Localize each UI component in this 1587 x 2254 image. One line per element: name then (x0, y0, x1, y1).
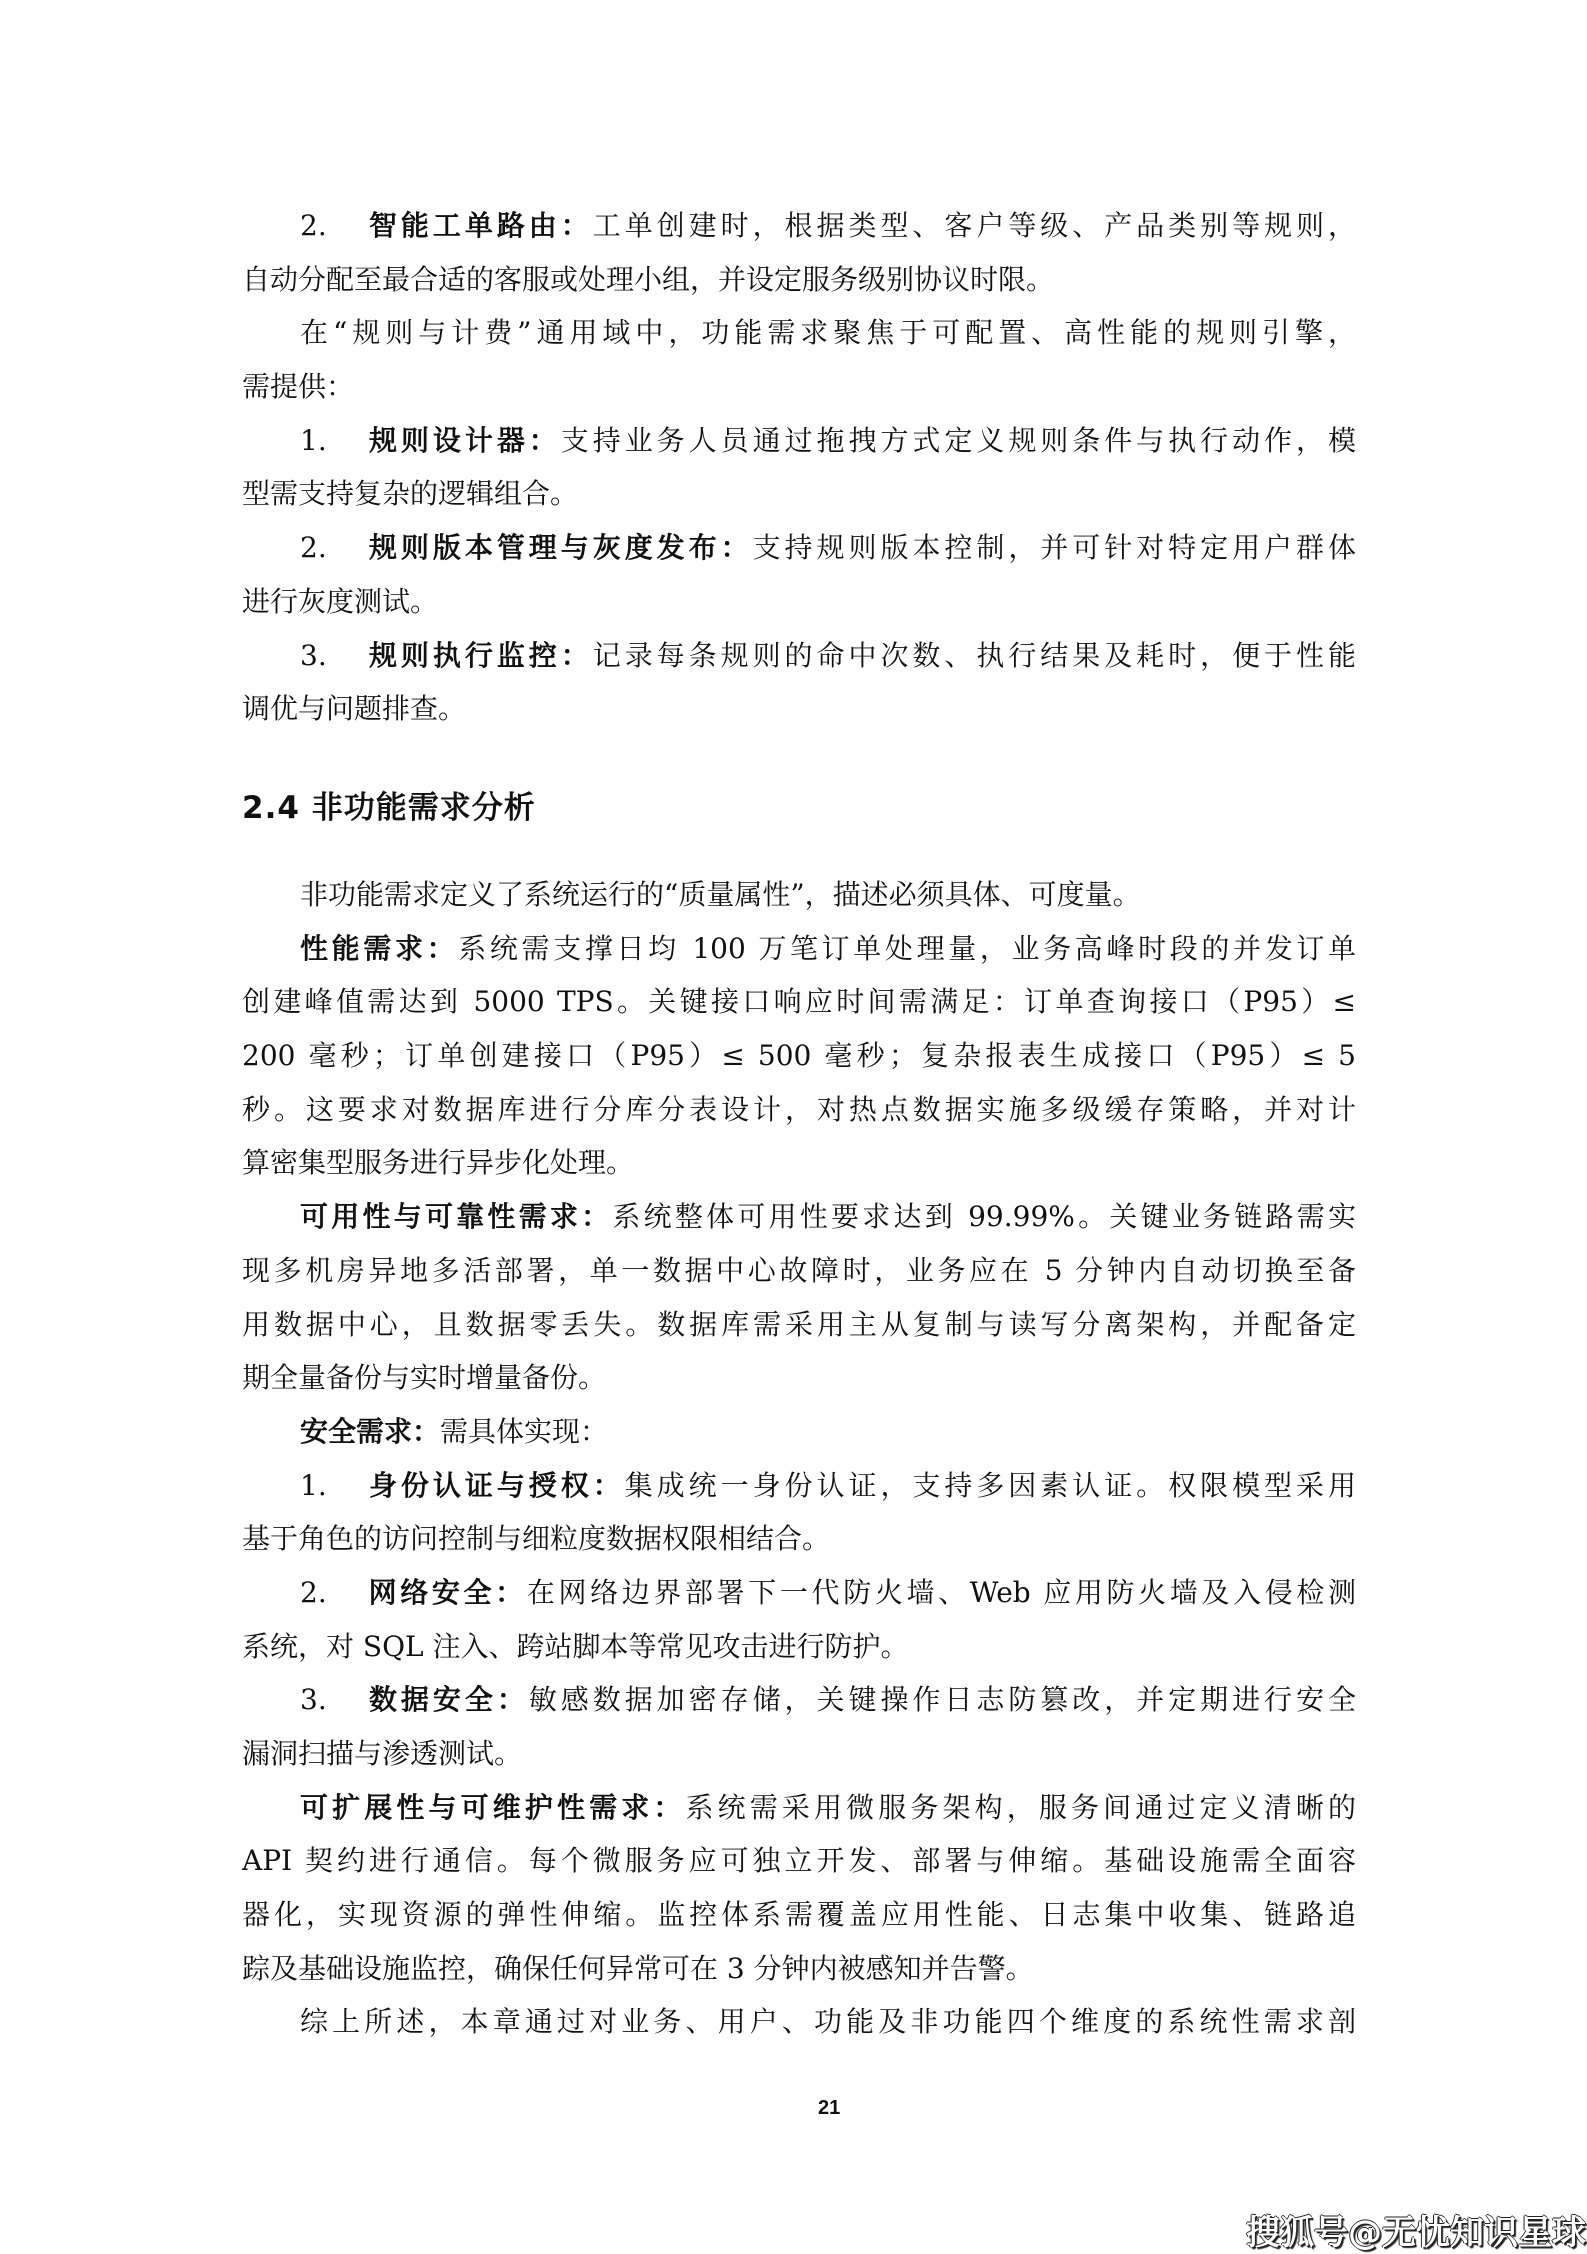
bold-lead-term: 规则版本管理与灰度发布： (365, 531, 753, 565)
line-text: 综上所述，本章通过对业务、用户、功能及非功能四个维度的系统性需求剖 (300, 2005, 1356, 2039)
line-text: 需具体实现： (440, 1414, 609, 1448)
paragraph (242, 1781, 1356, 1996)
list-number: 1. (300, 1468, 327, 1502)
line-text: 非功能需求定义了系统运行的“质量属性”，描述必须具体、可度量。 (300, 878, 1141, 911)
paragraph (242, 414, 1356, 521)
text-line (242, 1620, 1356, 1674)
bold-lead-term: 数据安全： (365, 1683, 529, 1717)
bold-lead-term: 智能工单路由： (365, 209, 593, 242)
text-line (242, 1351, 1356, 1405)
line-text: 器化，实现资源的弹性伸缩。监控体系需覆盖应用性能、日志集中收集、链路追 (242, 1898, 1356, 1932)
line-text: 支持规则版本控制，并可针对特定用户群体 (752, 531, 1356, 565)
text-line (242, 682, 1356, 736)
line-text: 进行灰度测试。 (242, 584, 439, 618)
text-line (242, 1673, 1356, 1727)
line-text: 型需支持复杂的逻辑组合。 (242, 477, 579, 511)
line-text: 支持业务人员通过拖拽方式定义规则条件与执行动作，模 (560, 423, 1356, 457)
paragraph (242, 199, 1356, 306)
text-line (242, 1083, 1356, 1137)
text-line (242, 1942, 1356, 1996)
bold-lead-term: 网络安全： (365, 1575, 527, 1609)
bold-lead-term: 身份认证与授权： (365, 1468, 625, 1502)
text-line (242, 414, 1356, 468)
text-line (242, 1459, 1356, 1513)
section-heading: 2.4 非功能需求分析 (242, 790, 536, 826)
line-text: 系统整体可用性要求达到 99.99%。关键业务链路需实 (612, 1200, 1356, 1234)
text-line (242, 1512, 1356, 1566)
text-line (242, 1029, 1356, 1083)
body-section-functional (242, 199, 1356, 736)
text-line (242, 868, 1356, 922)
line-text: 踪及基础设施监控，确保任何异常可在 3 分钟内被感知并告警。 (242, 1951, 1034, 1985)
paragraph (242, 1995, 1356, 2049)
text-line (242, 575, 1356, 629)
bold-lead-term: 可扩展性与可维护性需求： (300, 1790, 686, 1824)
paragraph (242, 1459, 1356, 1566)
line-text: 漏洞扫描与渗透测试。 (242, 1737, 523, 1770)
text-line (242, 253, 1356, 307)
list-number: 2. (300, 1575, 327, 1609)
paragraph (242, 1190, 1356, 1405)
line-text: 现多机房异地多活部署，单一数据中心故障时，业务应在 5 分钟内自动切换至备 (242, 1253, 1356, 1287)
line-text: 期全量备份与实时增量备份。 (242, 1361, 607, 1395)
bold-lead-term: 可用性与可靠性需求： (300, 1200, 613, 1234)
paragraph (242, 922, 1356, 1190)
page-number: 21 (818, 2097, 841, 2119)
line-text: 创建峰值需达到 5000 TPS。关键接口响应时间需满足：订单查询接口（P95）≤ (242, 985, 1356, 1019)
body-section-nonfunctional (242, 868, 1356, 2049)
text-line (242, 922, 1356, 976)
text-line (242, 1405, 1356, 1459)
line-text: 系统需采用微服务架构，服务间通过定义清晰的 (685, 1790, 1356, 1824)
line-text: 自动分配至最合适的客服或处理小组，并设定服务级别协议时限。 (242, 262, 1055, 296)
line-text: 基于角色的访问控制与细粒度数据权限相结合。 (242, 1522, 831, 1556)
text-line (242, 1566, 1356, 1620)
line-text: 需提供： (242, 370, 355, 404)
text-line (242, 975, 1356, 1029)
line-text: 算密集型服务进行异步化处理。 (242, 1146, 635, 1180)
line-text: 系统需支撑日均 100 万笔订单处理量，业务高峰时段的并发订单 (458, 931, 1356, 965)
text-line (242, 199, 1356, 253)
text-line (242, 521, 1356, 575)
text-line (242, 1888, 1356, 1942)
paragraph (242, 521, 1356, 628)
bold-lead-term: 规则设计器： (365, 423, 561, 457)
list-number: 1. (300, 423, 327, 457)
text-line (242, 1727, 1356, 1781)
text-line (242, 306, 1356, 360)
text-line (242, 629, 1356, 683)
list-number: 3. (300, 638, 327, 672)
paragraph (242, 629, 1356, 736)
line-text: 系统，对 SQL 注入、跨站脚本等常见攻击进行防护。 (242, 1629, 909, 1663)
paragraph (242, 868, 1356, 922)
line-text: 在网络边界部署下一代防火墙、Web 应用防火墙及入侵检测 (526, 1575, 1356, 1609)
text-line (242, 467, 1356, 521)
list-number: 3. (300, 1683, 327, 1717)
line-text: API 契约进行通信。每个微服务应可独立开发、部署与伸缩。基础设施需全面容 (242, 1844, 1356, 1878)
text-line (242, 360, 1356, 414)
text-line (242, 1244, 1356, 1298)
line-text: 工单创建时，根据类型、客户等级、产品类别等规则， (592, 209, 1356, 242)
line-text: 集成统一身份认证，支持多因素认证。权限模型采用 (624, 1468, 1356, 1502)
line-text: 敏感数据加密存储，关键操作日志防篡改，并定期进行安全 (528, 1683, 1356, 1717)
paragraph (242, 1566, 1356, 1673)
text-line (242, 1298, 1356, 1352)
bold-lead-term: 安全需求： (300, 1414, 441, 1448)
paragraph (242, 306, 1356, 413)
paragraph (242, 1405, 1356, 1459)
line-text: 记录每条规则的命中次数、执行结果及耗时，便于性能 (592, 638, 1356, 672)
text-line (242, 1995, 1356, 2049)
bold-lead-term: 性能需求： (300, 931, 459, 965)
paragraph (242, 1673, 1356, 1780)
list-number: 2. (300, 209, 327, 242)
line-text: 在“规则与计费”通用域中，功能需求聚焦于可配置、高性能的规则引擎， (300, 316, 1356, 350)
text-line (242, 1136, 1356, 1190)
line-text: 200 毫秒；订单创建接口（P95）≤ 500 毫秒；复杂报表生成接口（P95）≤ 5 (242, 1039, 1356, 1073)
line-text: 调优与问题排查。 (242, 692, 467, 726)
line-text: 用数据中心，且数据零丢失。数据库需采用主从复制与读写分离架构，并配备定 (242, 1307, 1356, 1341)
text-line (242, 1190, 1356, 1244)
watermark: 搜狐号@无忧知识星球 (1246, 2213, 1586, 2253)
bold-lead-term: 规则执行监控： (365, 638, 593, 672)
list-number: 2. (300, 531, 327, 565)
line-text: 秒。这要求对数据库进行分库分表设计，对热点数据实施多级缓存策略，并对计 (242, 1092, 1356, 1126)
text-line (242, 1781, 1356, 1835)
text-line (242, 1834, 1356, 1888)
